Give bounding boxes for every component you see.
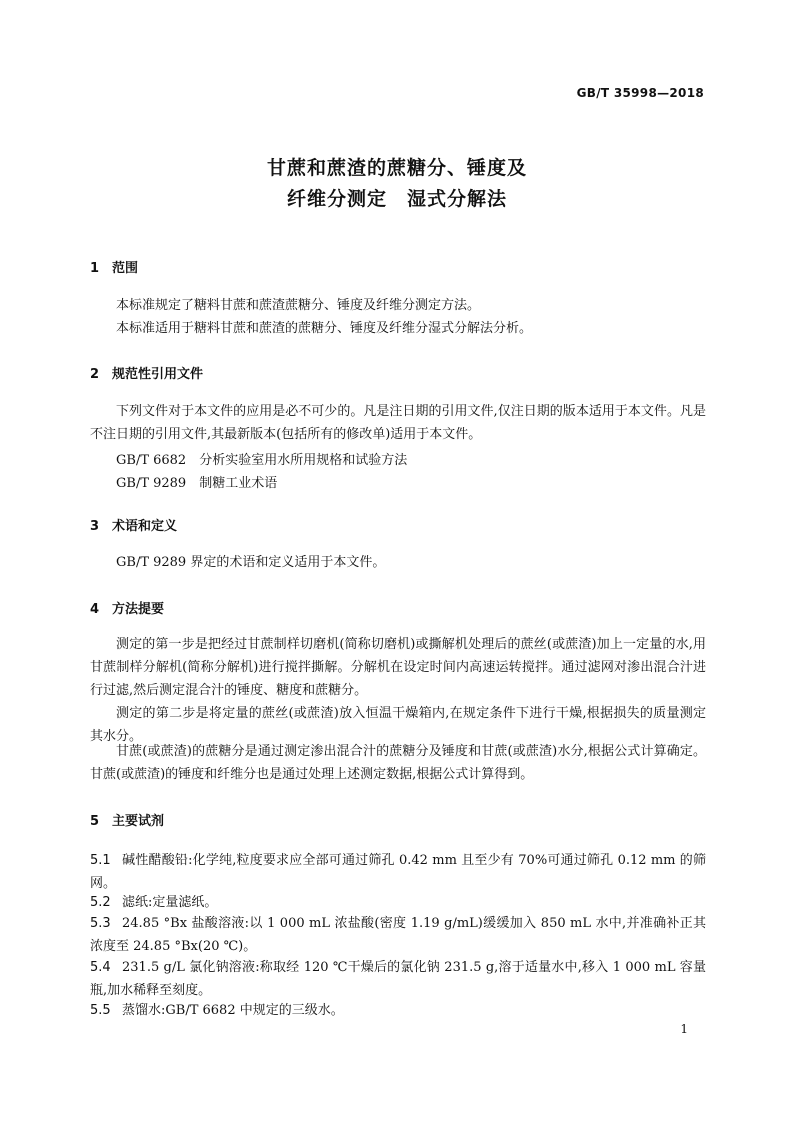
paragraph: 测定的第一步是把经过甘蔗制样切磨机(简称切磨机)或撕解机处理后的蔗丝(或蔗渣)加上一定量的水,用甘蔗制样分解机(简称分解机)进行搅拌撕解。分解机在设定时间内高速运转搅拌。通过滤网对渗出混合汁进行过滤,然后测定混合汁的锤度、糖度和蔗糖分。 [90, 637, 706, 698]
clause-number: 5.5 [90, 1003, 111, 1018]
document-title-line-1: 甘蔗和蔗渣的蔗糖分、锤度及 [266, 157, 527, 179]
paragraph: GB/T 9289 界定的术语和定义适用于本文件。 [116, 555, 386, 570]
section-number: 4 [90, 602, 100, 617]
reagent-item [90, 956, 706, 1002]
paragraph: 本标准适用于糖料甘蔗和蔗渣的蔗糖分、锤度及纤维分湿式分解法分析。 [116, 321, 533, 336]
section-title: 术语和定义 [112, 519, 178, 534]
clause-number: 5.3 [90, 916, 111, 931]
clause-text: 蒸馏水:GB/T 6682 中规定的三级水。 [122, 1003, 344, 1018]
clause-text: 碱性醋酸铅:化学纯,粒度要求应全部可通过筛孔 0.42 mm 且至少有 70%可通过筛孔 0.12 mm 的筛网。 [90, 853, 706, 891]
section-heading-principle [90, 598, 164, 617]
section-heading-normative-references [90, 363, 203, 382]
section-heading-reagents [90, 810, 164, 829]
section-number: 3 [90, 519, 100, 534]
paragraph: 甘蔗(或蔗渣)的蔗糖分是通过测定渗出混合汁的蔗糖分及锤度和甘蔗(或蔗渣)水分,根据公式计算确定。甘蔗(或蔗渣)的锤度和纤维分也是通过处理上述测定数据,根据公式计算得到。 [90, 744, 706, 782]
reference-item: GB/T 9289 制糖工业术语 [116, 476, 278, 491]
document-title-line-2: 纤维分测定 湿式分解法 [286, 188, 507, 210]
page-number: 1 [680, 1022, 688, 1036]
section-heading-terms [90, 515, 177, 534]
standard-number: GB/T 35998—2018 [576, 86, 704, 100]
paragraph: 本标准规定了糖料甘蔗和蔗渣蔗糖分、锤度及纤维分测定方法。 [116, 298, 481, 313]
section-title: 方法提要 [112, 602, 165, 617]
clause-text: 231.5 g/L 氯化钠溶液:称取经 120 ℃干燥后的氯化钠 231.5 g,溶于适量水中,移入 1 000 mL 容量瓶,加水稀释至刻度。 [90, 960, 706, 998]
clause-number: 5.1 [90, 853, 111, 868]
reagent-item [90, 912, 706, 958]
section-heading-scope [90, 257, 138, 276]
clause-text: 滤纸:定量滤纸。 [122, 895, 218, 910]
reagent-item [90, 891, 706, 914]
section-title: 主要试剂 [112, 814, 165, 829]
paragraph: 测定的第二步是将定量的蔗丝(或蔗渣)放入恒温干燥箱内,在规定条件下进行干燥,根据损失的质量测定其水分。 [90, 706, 706, 744]
clause-text: 24.85 °Bx 盐酸溶液:以 1 000 mL 浓盐酸(密度 1.19 g/mL)缓缓加入 850 mL 水中,并准确补正其浓度至 24.85 °Bx(20 ℃)。 [90, 916, 706, 954]
section-number: 5 [90, 814, 100, 829]
clause-number: 5.2 [90, 895, 111, 910]
section-title: 范围 [112, 261, 139, 276]
section-title: 规范性引用文件 [112, 367, 204, 382]
clause-number: 5.4 [90, 960, 111, 975]
section-number: 1 [90, 261, 100, 276]
paragraph: 下列文件对于本文件的应用是必不可少的。凡是注日期的引用文件,仅注日期的版本适用于本文件。凡是不注日期的引用文件,其最新版本(包括所有的修改单)适用于本文件。 [90, 404, 706, 442]
section-number: 2 [90, 367, 100, 382]
reagent-item [90, 849, 706, 895]
reference-item: GB/T 6682 分析实验室用水所用规格和试验方法 [116, 453, 408, 468]
reagent-item [90, 999, 706, 1022]
